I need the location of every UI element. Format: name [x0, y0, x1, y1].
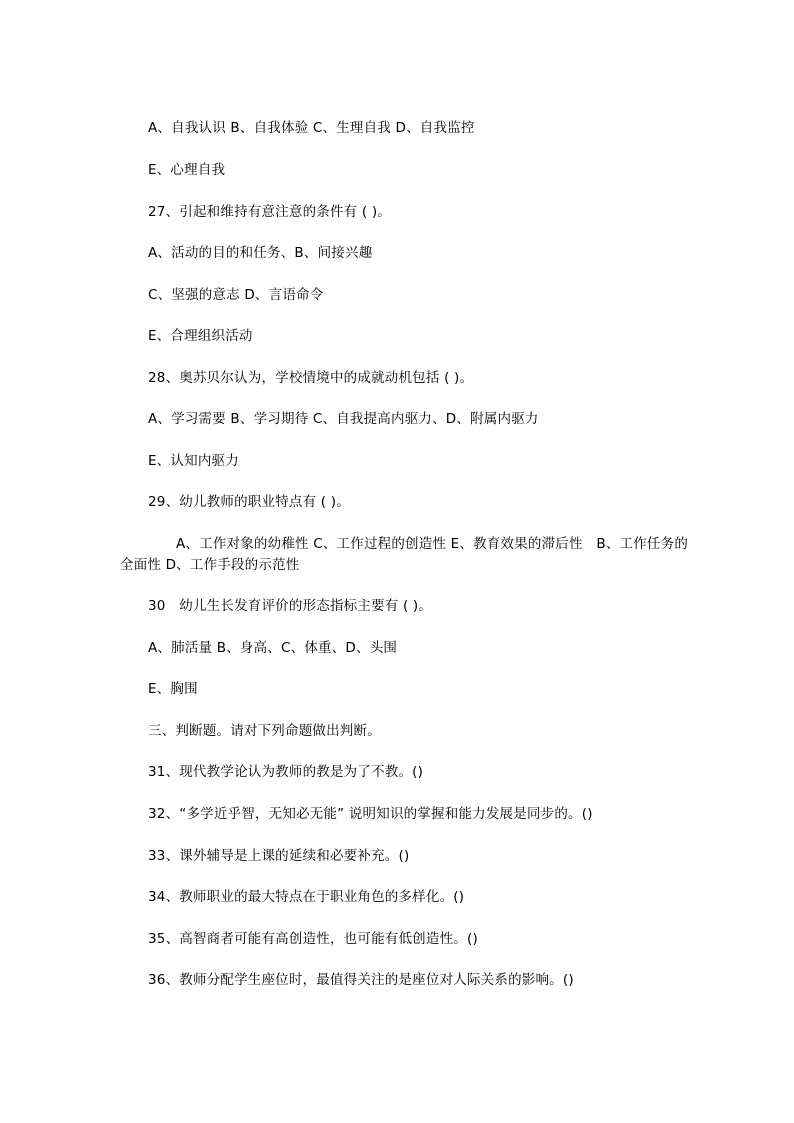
q30-options-a-d: A、肺活量 B、身高、C、体重、D、头围 [148, 640, 398, 656]
q30-question: 30 幼儿生长发育评价的形态指标主要有 ( )。 [148, 598, 433, 614]
q26-options-a-d: A、自我认识 B、自我体验 C、生理自我 D、自我监控 [148, 120, 475, 136]
q36-statement: 36、教师分配学生座位时，最值得关注的是座位对人际关系的影响。() [148, 972, 574, 988]
q29-options-text: A、工作对象的幼稚性 C、工作过程的创造性 E、教育效果的滞后性 B、工作任务的全面性 D、工作手段的示范性 [120, 536, 689, 573]
q28-options-a-d: A、学习需要 B、学习期待 C、自我提高内驱力、D、附属内驱力 [148, 411, 539, 427]
q27-question: 27、引起和维持有意注意的条件有 ( )。 [148, 204, 391, 220]
q29-options [120, 534, 690, 576]
q31-statement: 31、现代教学论认为教师的教是为了不教。() [148, 764, 424, 780]
q32-statement: 32、“多学近乎智，无知必无能” 说明知识的掌握和能力发展是同步的。() [148, 806, 593, 822]
q35-statement: 35、高智商者可能有高创造性，也可能有低创造性。() [148, 931, 478, 947]
q29-question: 29、幼儿教师的职业特点有 ( )。 [148, 494, 350, 510]
q30-option-e: E、胸围 [148, 681, 198, 697]
q27-options-c-d: C、坚强的意志 D、言语命令 [148, 287, 324, 303]
q27-option-e: E、合理组织活动 [148, 328, 253, 344]
q28-question: 28、奥苏贝尔认为，学校情境中的成就动机包括 ( )。 [148, 370, 474, 386]
q27-options-a-b: A、活动的目的和任务、B、间接兴趣 [148, 245, 373, 261]
q28-option-e: E、认知内驱力 [148, 453, 239, 469]
q26-option-e: E、心理自我 [148, 162, 226, 178]
q34-statement: 34、教师职业的最大特点在于职业角色的多样化。() [148, 889, 465, 905]
section-3-heading: 三、判断题。请对下列命题做出判断。 [148, 723, 381, 739]
q33-statement: 33、课外辅导是上课的延续和必要补充。() [148, 848, 410, 864]
